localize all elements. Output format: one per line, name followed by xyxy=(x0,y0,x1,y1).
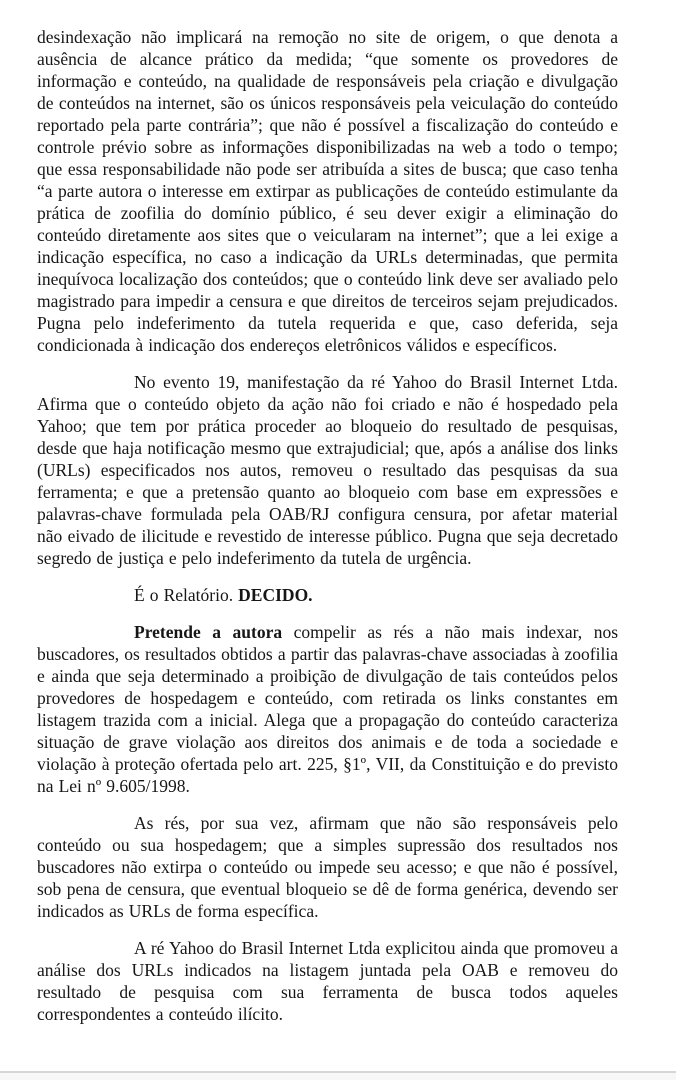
bold-text-run: DECIDO. xyxy=(238,585,313,605)
bold-text-run: Pretende a autora xyxy=(134,622,283,642)
paragraph xyxy=(37,621,618,797)
paragraph xyxy=(37,371,618,569)
text-run: As rés, por sua vez, afirmam que não são responsáveis pelo conteúdo ou sua hospedagem; que a simples supressão dos resultados nos buscadores não extirpa o conteúdo ou impede seu acesso; e que não é possível, sob pena de censura, que eventual bloqueio se dê de forma genérica, devendo ser indicados as URLs de forma específica. xyxy=(37,813,618,921)
text-run: É o Relatório. xyxy=(134,585,239,605)
paragraph xyxy=(37,584,618,606)
document-body xyxy=(37,26,618,1040)
text-run: desindexação não implicará na remoção no site de origem, o que denota a ausência de alcance prático da medida; “que somente os provedores de informação e conteúdo, na qualidade de responsáveis pela criação e divulgação de conteúdos na internet, são os únicos responsáveis pela veiculação do conteúdo reportado pela parte contrária”; que não é possível a fiscalização do conteúdo e controle prévio sobre as informações disponibilizadas na web a todo o tempo; que essa responsabilidade não pode ser atribuída a sites de busca; que caso tenha “a parte autora o interesse em extirpar as publicações de conteúdo estimulante da prática de zoofilia do domínio público, é seu dever exigir a eliminação do conteúdo diretamente aos sites que o veicularam na internet”; que a lei exige a indicação específica, no caso a indicação da URLs determinadas, que permita inequívoca localização dos conteúdos; que o conteúdo link deve ser avaliado pelo magistrado para impedir a censura e que direitos de terceiros sejam prejudicados. Pugna pelo indeferimento da tutela requerida e que, caso deferida, seja condicionada à indicação dos endereços eletrônicos válidos e específicos. xyxy=(37,27,618,355)
paragraph xyxy=(37,26,618,356)
paragraph xyxy=(37,812,618,922)
text-run: A ré Yahoo do Brasil Internet Ltda explicitou ainda que promoveu a análise dos URLs indicados na listagem juntada pela OAB e removeu do resultado de pesquisa com sua ferramenta de busca todos aqueles correspondentes a conteúdo ilícito. xyxy=(37,938,618,1024)
paragraph xyxy=(37,937,618,1025)
page-bottom-edge xyxy=(0,1071,676,1080)
text-run: No evento 19, manifestação da ré Yahoo do Brasil Internet Ltda. Afirma que o conteúdo objeto da ação não foi criado e não é hospedado pela Yahoo; que tem por prática proceder ao bloqueio do resultado de pesquisas, desde que haja notificação mesmo que extrajudicial; que, após a análise dos links (URLs) especificados nos autos, removeu o resultado das pesquisas da sua ferramenta; e que a pretensão quanto ao bloqueio com base em expressões e palavras-chave formulada pela OAB/RJ configura censura, por afetar material não eivado de ilicitude e revestido de interesse público. Pugna que seja decretado segredo de justiça e pelo indeferimento da tutela de urgência. xyxy=(37,372,618,568)
text-run: compelir as rés a não mais indexar, nos buscadores, os resultados obtidos a partir das palavras-chave associadas à zoofilia e ainda que seja determinado a proibição de divulgação de tais conteúdos pelos provedores de hospedagem e conteúdo, com retirada os links constantes em listagem trazida com a inicial. Alega que a propagação do conteúdo caracteriza situação de grave violação aos direitos dos animais e de toda a sociedade e violação à proteção ofertada pelo art. 225, §1º, VII, da Constituição e do previsto na Lei nº 9.605/1998. xyxy=(37,622,618,796)
